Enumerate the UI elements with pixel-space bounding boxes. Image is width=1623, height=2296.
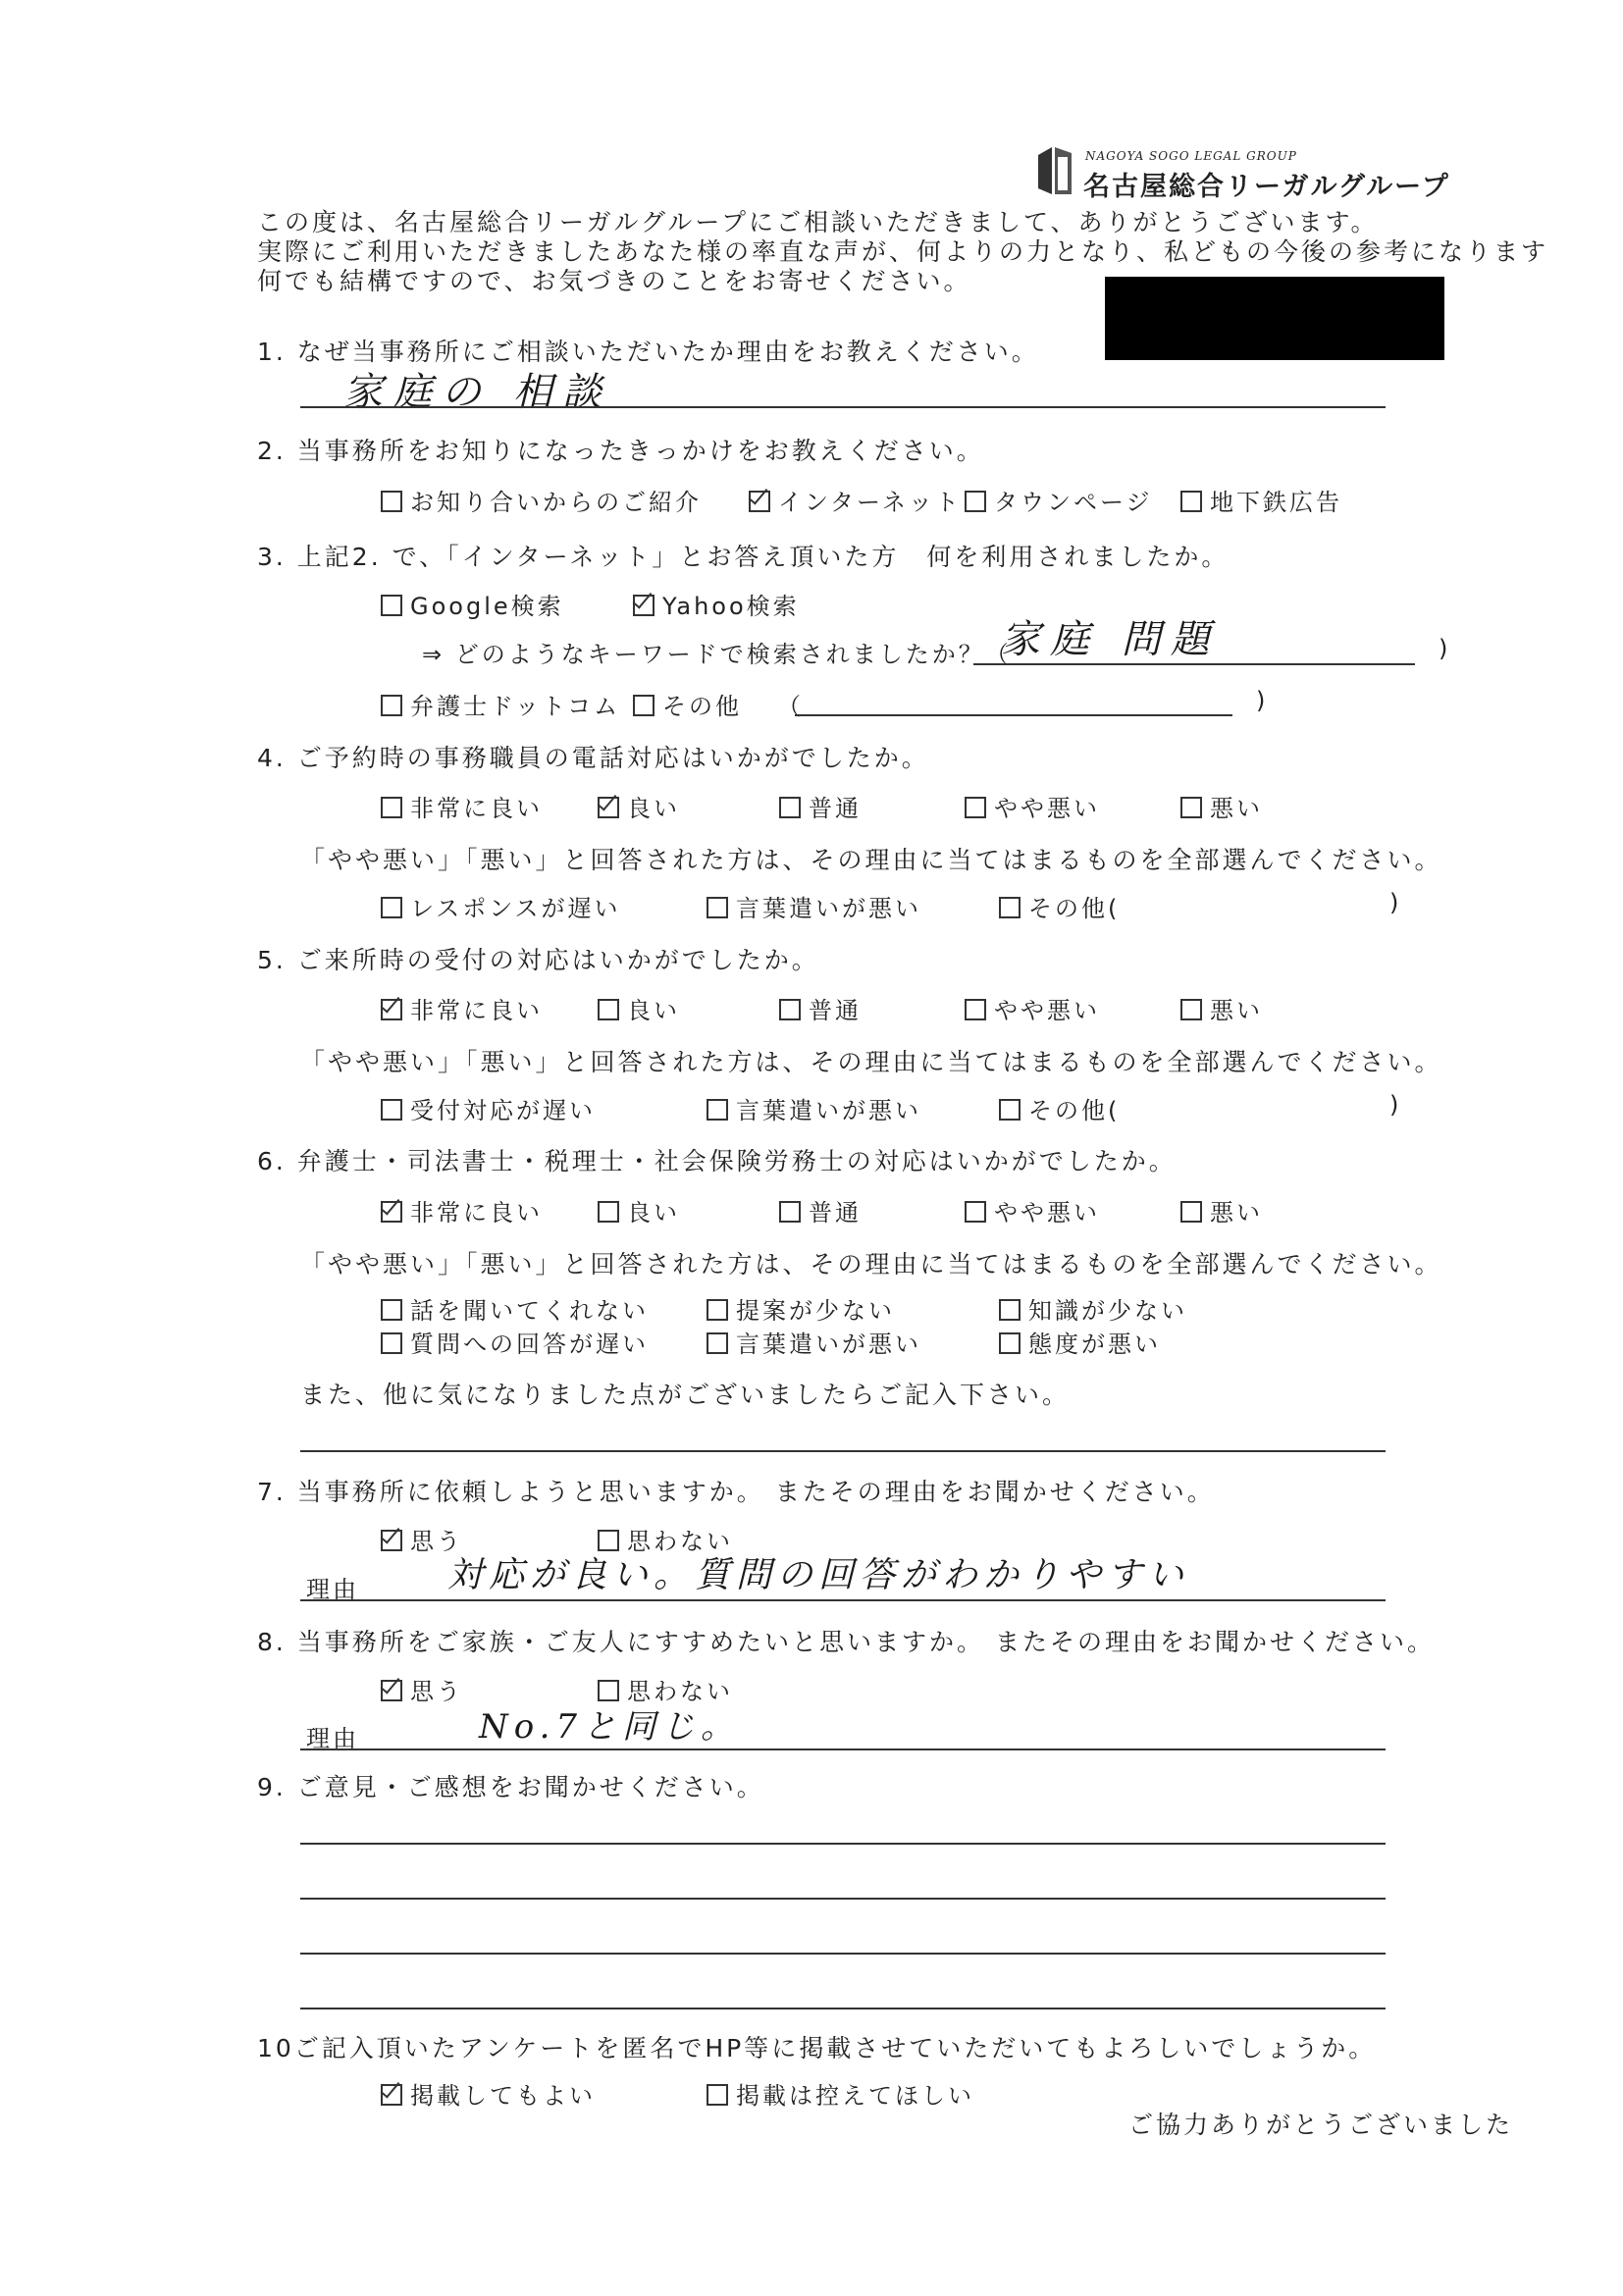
q8-reason-label: 理由 xyxy=(306,1725,359,1752)
q2-option-internet[interactable]: インターネット xyxy=(749,483,962,517)
checkbox-icon[interactable] xyxy=(999,1299,1021,1321)
checkbox-icon[interactable] xyxy=(381,1332,402,1354)
q5-option-bad[interactable]: 悪い xyxy=(1180,991,1263,1025)
q6-text: 6. 弁護士・司法書士・税理士・社会保険労務士の対応はいかがでしたか。 xyxy=(257,1147,1177,1175)
q5-option-normal[interactable]: 普通 xyxy=(779,991,862,1025)
q8-option-no[interactable]: 思わない xyxy=(598,1672,733,1706)
q6-reason-slow-answers[interactable]: 質問への回答が遅い xyxy=(381,1325,649,1359)
checkbox-icon[interactable] xyxy=(1180,1201,1202,1223)
q3-text: 3. 上記2. で、「インターネット」とお答え頂いた方 何を利用されましたか。 xyxy=(257,543,1230,571)
q7-option-no[interactable]: 思わない xyxy=(598,1522,733,1556)
q7-reason-label: 理由 xyxy=(306,1576,359,1603)
q8-reason-answer: No.7と同じ。 xyxy=(479,1707,741,1747)
q6-option-normal[interactable]: 普通 xyxy=(779,1193,862,1227)
checkbox-icon[interactable] xyxy=(381,797,402,818)
checkbox-checked-icon[interactable] xyxy=(381,1201,402,1223)
checkbox-icon[interactable] xyxy=(965,797,986,818)
q5-option-good[interactable]: 良い xyxy=(598,991,680,1025)
q5-text: 5. ご来所時の受付の対応はいかがでしたか。 xyxy=(257,946,819,974)
q5-reason-other[interactable]: その他( xyxy=(999,1091,1120,1125)
q6-reason-prompt: 「やや悪い」「悪い」と回答された方は、その理由に当てはまるものを全部選んでください。 xyxy=(300,1250,1442,1278)
logo-text-en: NAGOYA SOGO LEGAL GROUP xyxy=(1085,149,1297,163)
checkbox-checked-icon[interactable] xyxy=(381,1530,402,1551)
q4-reason-slow-response[interactable]: レスポンスが遅い xyxy=(381,889,621,923)
checkbox-icon[interactable] xyxy=(381,695,402,716)
thanks-text: ご協力ありがとうございました xyxy=(1128,2111,1514,2139)
q5-option-somewhat-bad[interactable]: やや悪い xyxy=(965,991,1100,1025)
checkbox-icon[interactable] xyxy=(999,897,1021,918)
checkbox-icon[interactable] xyxy=(707,1332,728,1354)
checkbox-checked-icon[interactable] xyxy=(633,595,654,616)
checkbox-icon[interactable] xyxy=(1180,491,1202,512)
q6-reason-bad-attitude[interactable]: 態度が悪い xyxy=(999,1325,1161,1359)
checkbox-icon[interactable] xyxy=(999,1332,1021,1354)
checkbox-checked-icon[interactable] xyxy=(381,1680,402,1701)
checkbox-checked-icon[interactable] xyxy=(598,797,619,818)
q6-reason-not-listening[interactable]: 話を聞いてくれない xyxy=(381,1291,649,1326)
q7-option-yes[interactable]: 思う xyxy=(381,1522,463,1556)
intro-line-2: 実際にご利用いただきましたあなた様の率直な声が、何よりの力となり、私どもの今後の参考になります xyxy=(257,237,1549,266)
q6-reason-little-knowledge[interactable]: 知識が少ない xyxy=(999,1291,1187,1326)
q8-text: 8. 当事務所をご家族・ご友人にすすめたいと思いますか。 またその理由をお聞かせください。 xyxy=(257,1628,1435,1656)
q1-answer: 家庭の 相談 xyxy=(343,370,611,415)
q10-text: 10ご記入頂いたアンケートを匿名でHP等に掲載させていただいてもよろしいでしょうか。 xyxy=(257,2034,1377,2062)
intro-line-3: 何でも結構ですので、お気づきのことをお寄せください。 xyxy=(257,267,971,295)
checkbox-icon[interactable] xyxy=(381,1099,402,1121)
q5-reason-bad-language[interactable]: 言葉遣いが悪い xyxy=(707,1091,921,1125)
checkbox-icon[interactable] xyxy=(381,491,402,512)
checkbox-icon[interactable] xyxy=(633,695,654,716)
q3-option-google[interactable]: Google検索 xyxy=(381,587,564,621)
checkbox-icon[interactable] xyxy=(381,595,402,616)
q3-keyword-prompt: ⇒ どのようなキーワードで検索されましたか？（ xyxy=(422,641,1012,668)
q6-other-line xyxy=(300,1450,1386,1452)
q9-line-1 xyxy=(300,1843,1386,1845)
checkbox-icon[interactable] xyxy=(779,797,801,818)
q8-reason-line xyxy=(300,1748,1386,1750)
q4-text: 4. ご予約時の事務職員の電話対応はいかがでしたか。 xyxy=(257,744,929,772)
q6-option-good[interactable]: 良い xyxy=(598,1193,680,1227)
checkbox-icon[interactable] xyxy=(779,999,801,1020)
q10-option-ok[interactable]: 掲載してもよい xyxy=(381,2076,596,2111)
q4-option-good[interactable]: 良い xyxy=(598,789,680,823)
q7-reason-answer: 対応が良い。質問の回答がわかりやすい xyxy=(447,1555,1190,1595)
logo-icon xyxy=(1038,147,1072,194)
q7-reason-line xyxy=(300,1599,1386,1601)
q9-line-2 xyxy=(300,1898,1386,1900)
checkbox-icon[interactable] xyxy=(965,491,986,512)
q3-keyword-close: ) xyxy=(1439,635,1451,662)
checkbox-icon[interactable] xyxy=(1180,797,1202,818)
checkbox-icon[interactable] xyxy=(707,1099,728,1121)
q2-option-introduction[interactable]: お知り合いからのご紹介 xyxy=(381,483,702,517)
q3-other-close: ) xyxy=(1256,687,1269,714)
q5-option-very-good[interactable]: 非常に良い xyxy=(381,991,543,1025)
q5-reason-prompt: 「やや悪い」「悪い」と回答された方は、その理由に当てはまるものを全部選んでください。 xyxy=(300,1048,1442,1076)
checkbox-checked-icon[interactable] xyxy=(381,999,402,1020)
q1-answer-line xyxy=(300,406,1386,408)
checkbox-icon[interactable] xyxy=(1180,999,1202,1020)
checkbox-icon[interactable] xyxy=(598,999,619,1020)
q3-option-yahoo[interactable]: Yahoo検索 xyxy=(633,587,800,621)
checkbox-icon[interactable] xyxy=(965,999,986,1020)
logo-text-jp: 名古屋総合リーガルグループ xyxy=(1083,172,1450,202)
q3-other-line xyxy=(795,714,1232,716)
q7-text: 7. 当事務所に依頼しようと思いますか。 またその理由をお聞かせください。 xyxy=(257,1478,1215,1506)
q8-option-yes[interactable]: 思う xyxy=(381,1672,463,1706)
q4-reason-close: ) xyxy=(1389,889,1402,916)
intro-line-1: この度は、名古屋総合リーガルグループにご相談いただきまして、ありがとうございます。 xyxy=(257,208,1379,236)
q4-reason-bad-language[interactable]: 言葉遣いが悪い xyxy=(707,889,921,923)
q5-reason-slow-reception[interactable]: 受付対応が遅い xyxy=(381,1091,596,1125)
checkbox-icon[interactable] xyxy=(965,1201,986,1223)
q2-option-subway-ad[interactable]: 地下鉄広告 xyxy=(1180,483,1342,517)
q2-option-townpage[interactable]: タウンページ xyxy=(965,483,1153,517)
checkbox-icon[interactable] xyxy=(598,1680,619,1701)
q3-keyword-line xyxy=(973,663,1415,665)
q3-keyword-answer: 家庭 問題 xyxy=(1001,617,1220,662)
q6-reason-bad-language[interactable]: 言葉遣いが悪い xyxy=(707,1325,921,1359)
checkbox-icon[interactable] xyxy=(381,897,402,918)
checkbox-icon[interactable] xyxy=(598,1201,619,1223)
q3-other-open: （ xyxy=(777,693,804,720)
q4-option-normal[interactable]: 普通 xyxy=(779,789,862,823)
checkbox-icon[interactable] xyxy=(381,1299,402,1321)
q4-option-very-good[interactable]: 非常に良い xyxy=(381,789,543,823)
q4-reason-prompt: 「やや悪い」「悪い」と回答された方は、その理由に当てはまるものを全部選んでください。 xyxy=(300,846,1442,874)
q6-option-bad[interactable]: 悪い xyxy=(1180,1193,1263,1227)
q9-text: 9. ご意見・ご感想をお聞かせください。 xyxy=(257,1773,764,1801)
q6-option-somewhat-bad[interactable]: やや悪い xyxy=(965,1193,1100,1227)
q6-reason-few-proposals[interactable]: 提案が少ない xyxy=(707,1291,895,1326)
q10-option-refrain[interactable]: 掲載は控えてほしい xyxy=(707,2076,974,2111)
q5-reason-close: ) xyxy=(1389,1091,1402,1119)
checkbox-icon[interactable] xyxy=(707,2084,728,2106)
checkbox-checked-icon[interactable] xyxy=(749,491,770,512)
checkbox-icon[interactable] xyxy=(707,1299,728,1321)
q4-option-somewhat-bad[interactable]: やや悪い xyxy=(965,789,1100,823)
checkbox-icon[interactable] xyxy=(999,1099,1021,1121)
q9-line-3 xyxy=(300,1953,1386,1955)
checkbox-icon[interactable] xyxy=(707,897,728,918)
q9-line-4 xyxy=(300,2008,1386,2009)
checkbox-checked-icon[interactable] xyxy=(381,2084,402,2106)
q3-option-bengoshi-dotcom[interactable]: 弁護士ドットコム xyxy=(381,687,620,721)
redacted-block xyxy=(1105,277,1444,360)
q2-text: 2. 当事務所をお知りになったきっかけをお教えください。 xyxy=(257,437,984,465)
checkbox-icon[interactable] xyxy=(779,1201,801,1223)
q6-option-very-good[interactable]: 非常に良い xyxy=(381,1193,543,1227)
q4-option-bad[interactable]: 悪い xyxy=(1180,789,1263,823)
q6-other-prompt: また、他に気になりました点がございましたらご記入下さい。 xyxy=(300,1381,1071,1409)
q4-reason-other[interactable]: その他( xyxy=(999,889,1120,923)
q1-text: 1. なぜ当事務所にご相談いただいたか理由をお教えください。 xyxy=(257,338,1039,366)
q3-option-other[interactable]: その他 xyxy=(633,687,742,721)
